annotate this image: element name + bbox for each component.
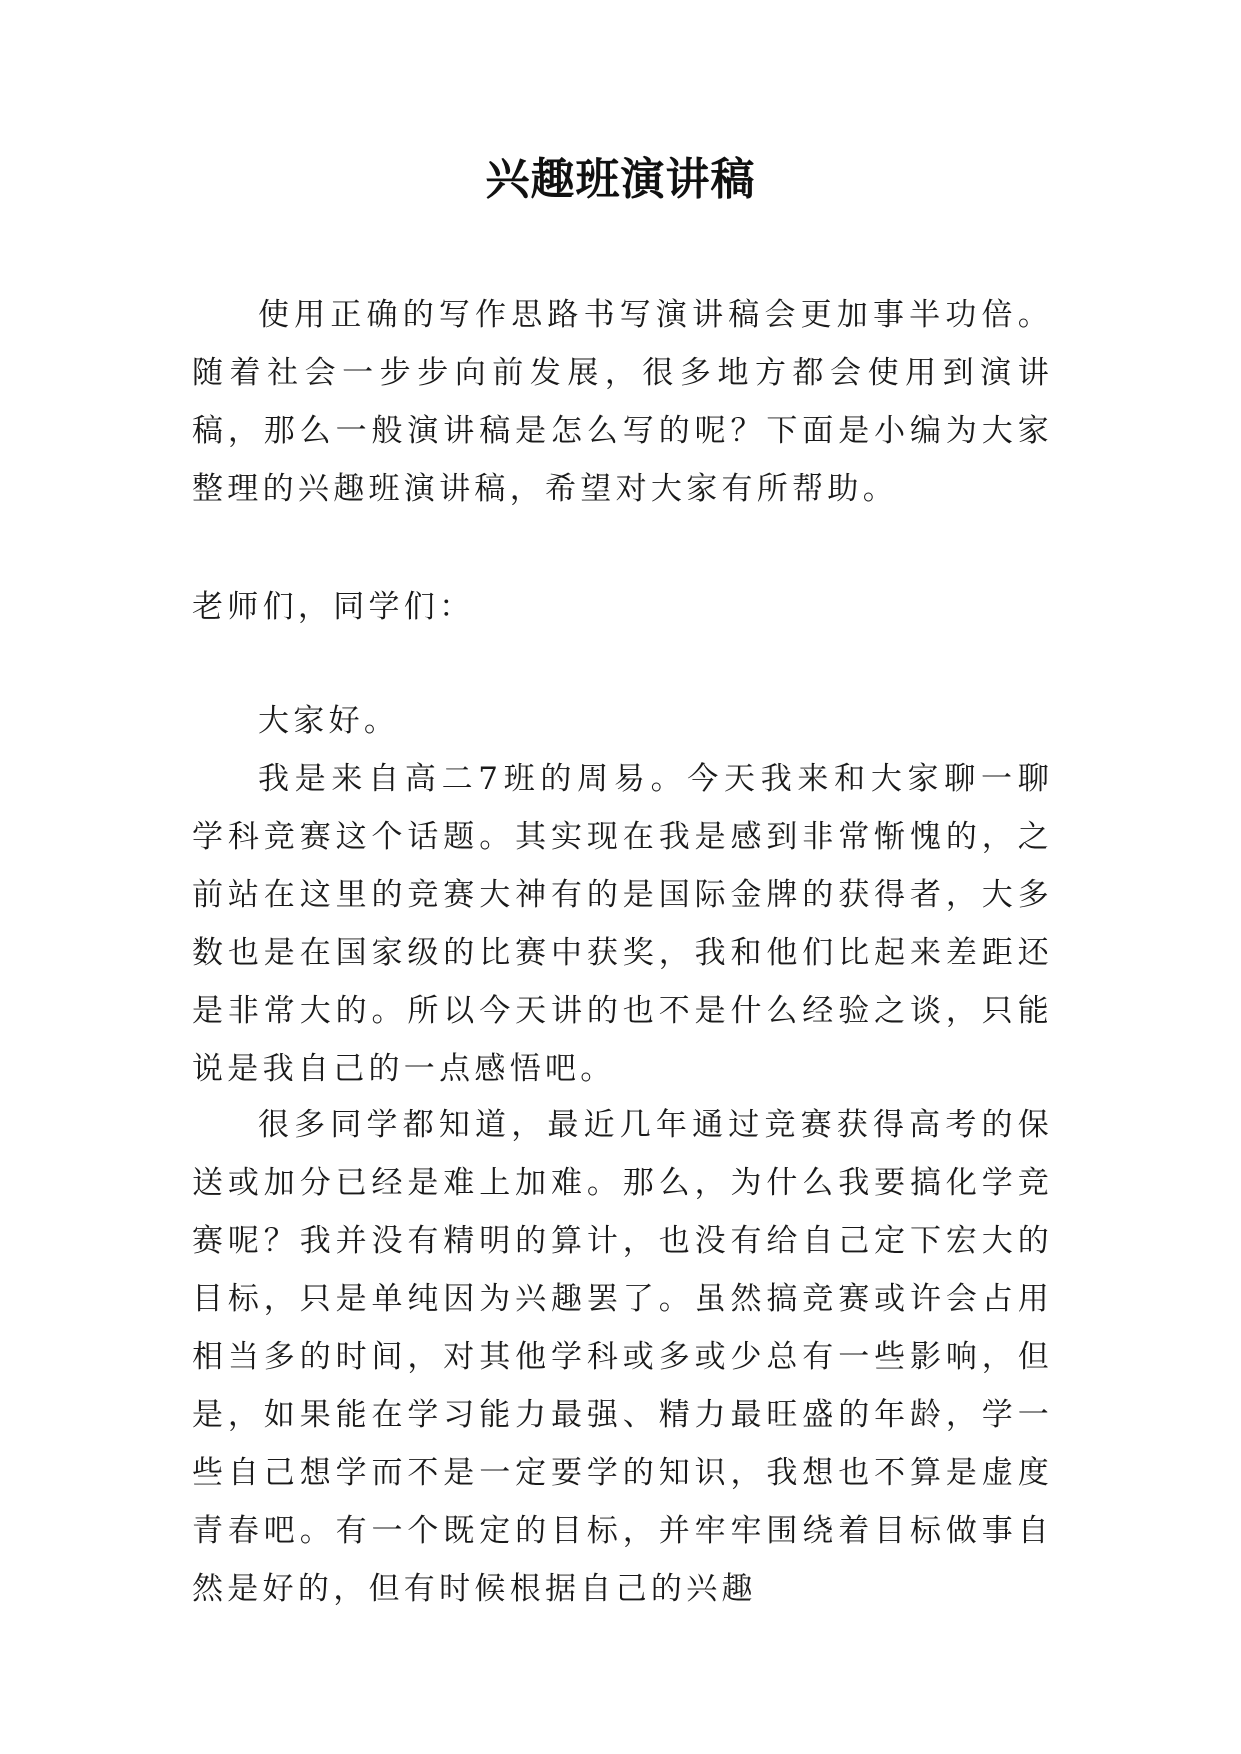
body-paragraph: 我是来自高二7班的周易。今天我来和大家聊一聊学科竞赛这个话题。其实现在我是感到非常惭愧的，之前站在这里的竞赛大神有的是国际金牌的获得者，大多数也是在国家级的比赛中获奖，我和他们比起来差距还是非常大的。所以今天讲的也不是什么经验之谈，只能说是我自己的一点感悟吧。: [192, 761, 1053, 1087]
greeting: 大家好。: [258, 703, 400, 739]
salutation: 老师们，同学们：: [192, 589, 475, 625]
document-title: 兴趣班演讲稿: [485, 154, 756, 205]
body-paragraph: 很多同学都知道，最近几年通过竞赛获得高考的保送或加分已经是难上加难。那么，为什么我要搞化学竞赛呢？我并没有精明的算计，也没有给自己定下宏大的目标，只是单纯因为兴趣罢了。虽然搞竞赛或许会占用相当多的时间，对其他学科或多或少总有一些影响，但是，如果能在学习能力最强、精力最旺盛的年龄，学一些自己想学而不是一定要学的知识，我想也不算是虚度青春吧。有一个既定的目标，并牢牢围绕着目标做事自然是好的，但有时候根据自己的兴趣: [192, 1107, 1053, 1607]
intro-paragraph: 使用正确的写作思路书写演讲稿会更加事半功倍。随着社会一步步向前发展，很多地方都会使用到演讲稿，那么一般演讲稿是怎么写的呢？下面是小编为大家整理的兴趣班演讲稿，希望对大家有所帮助。: [192, 297, 1053, 507]
